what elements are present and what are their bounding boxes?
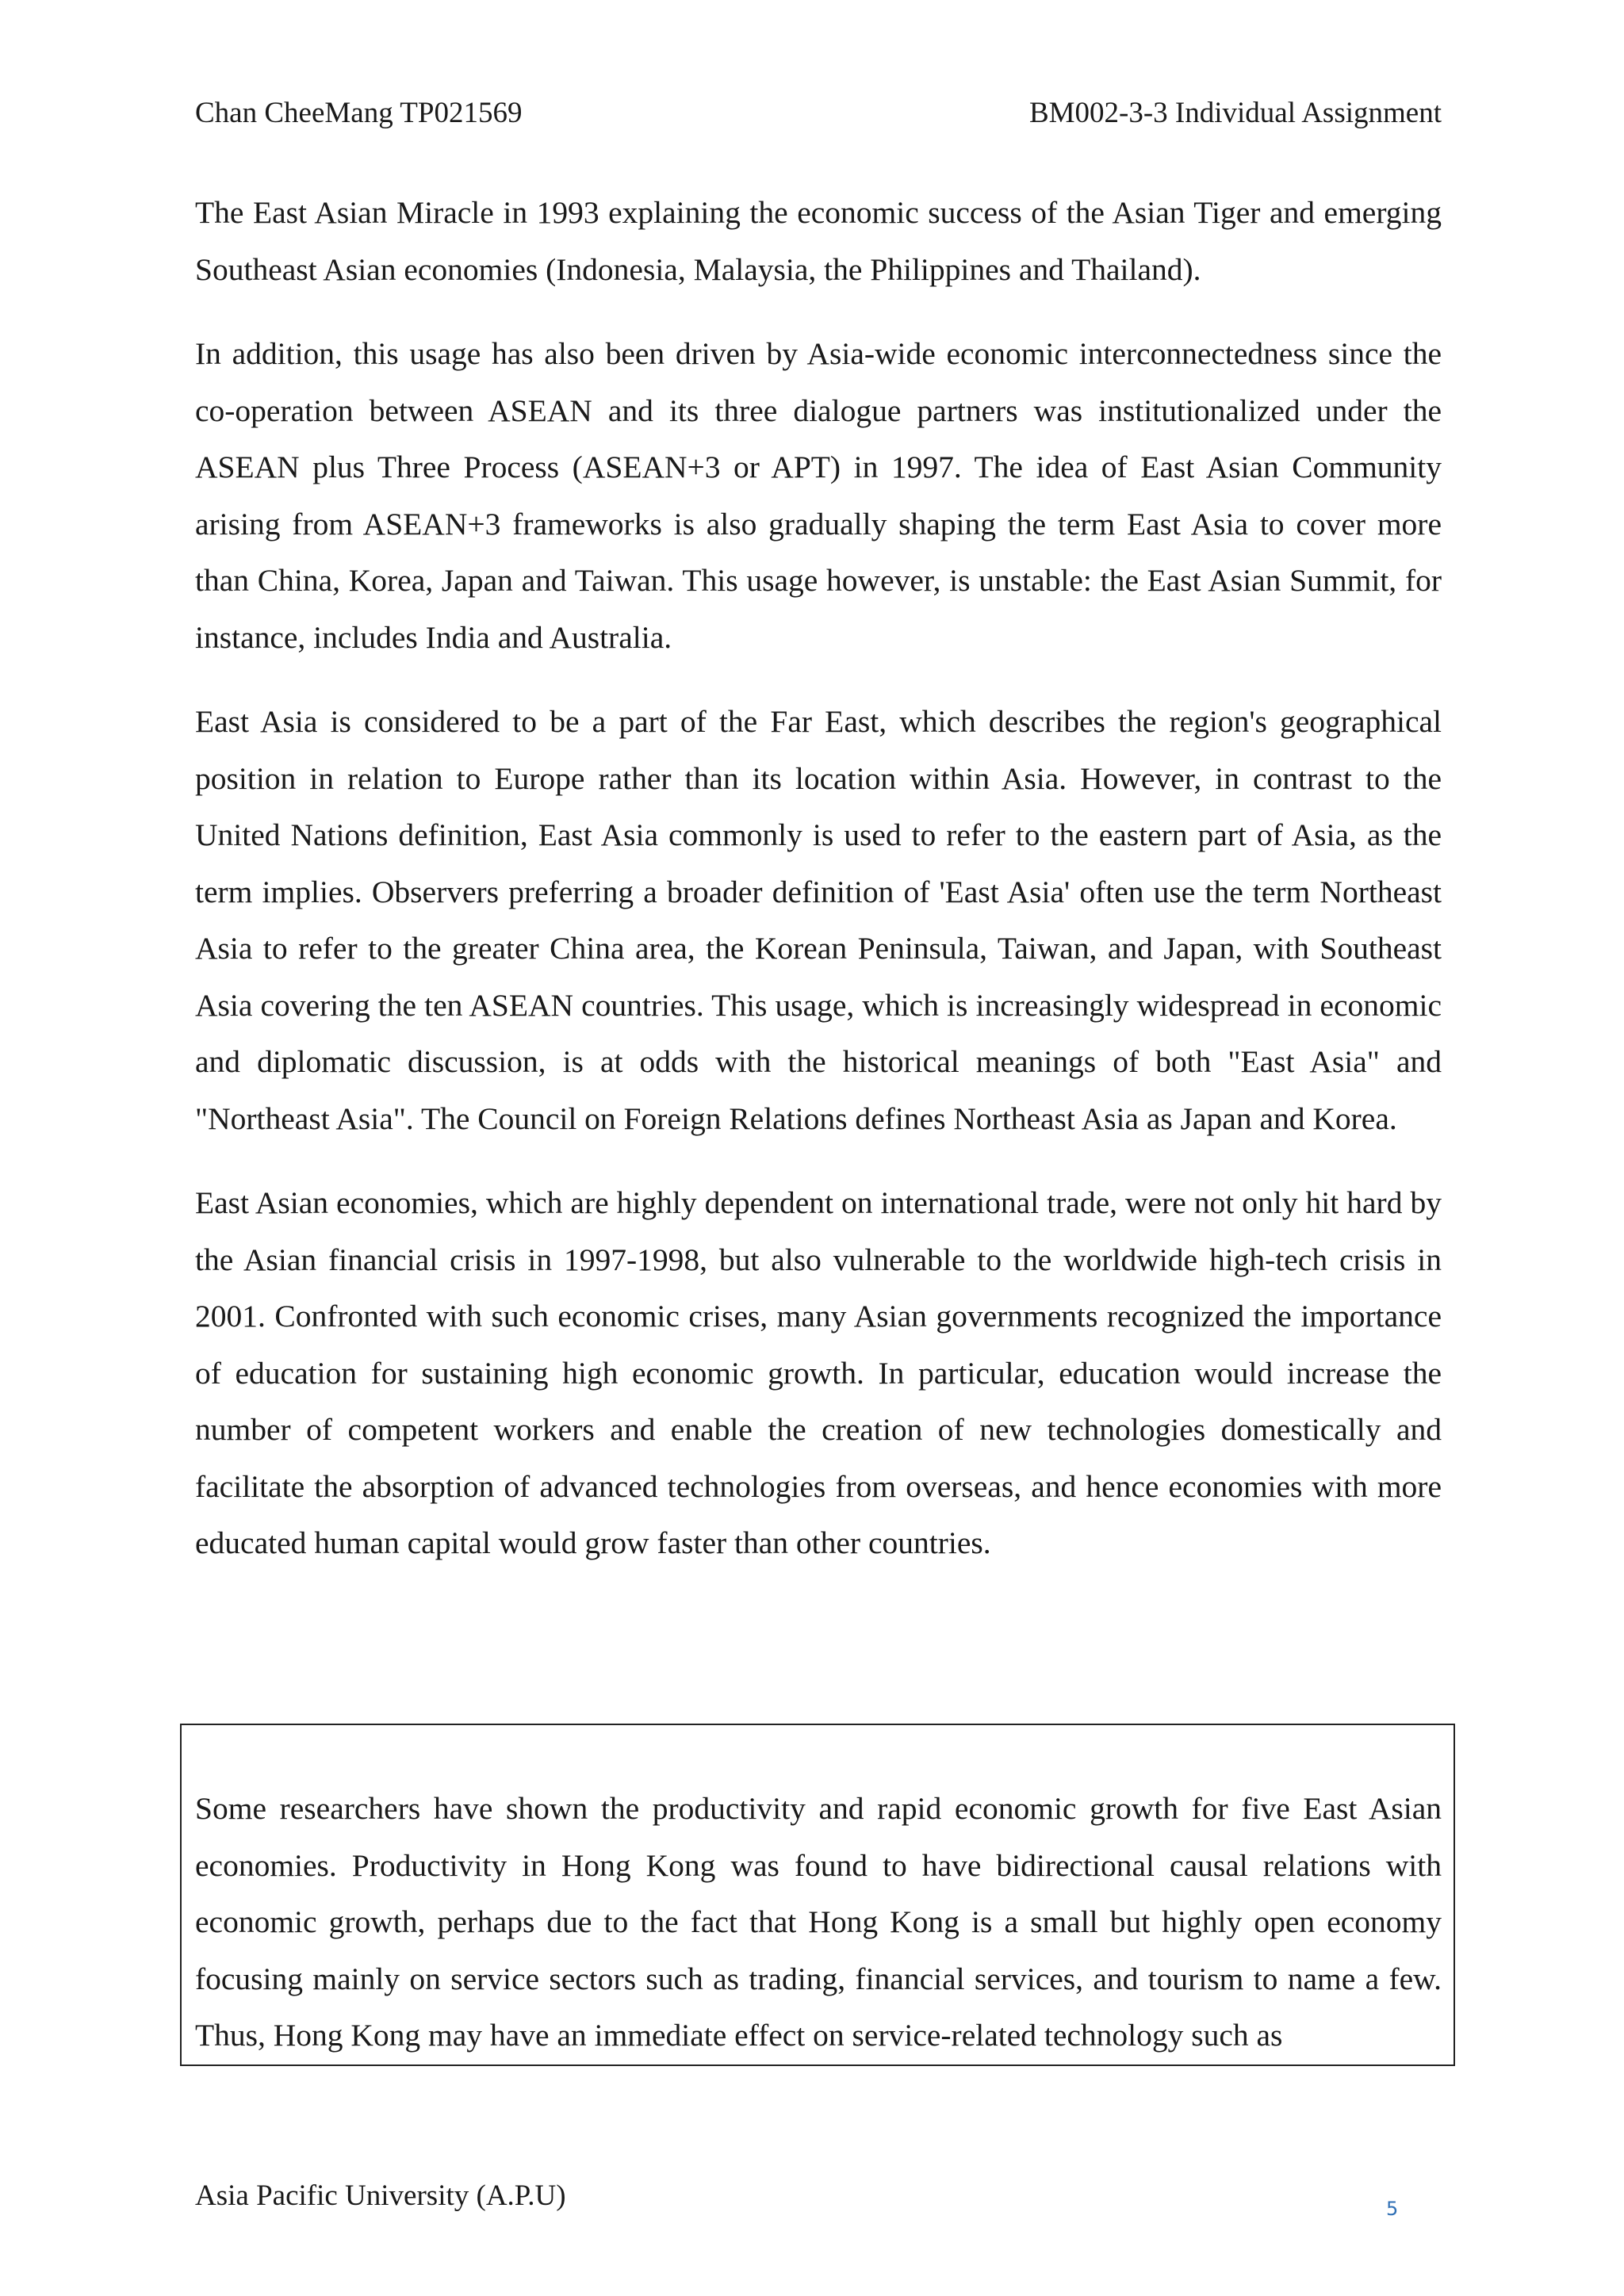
paragraph-1: The East Asian Miracle in 1993 explaining the economic success of the Asian Tiger and emerging Southeast Asian economies (Indonesia, Malaysia, the Philippines and Thailand). xyxy=(195,195,1442,287)
paragraph-4: East Asian economies, which are highly dependent on international trade, were not only hit hard by the Asian financial crisis in 1997-1998, but also vulnerable to the worldwide high-tech crisis in 2001. Confronted with such economic crises, many Asian governments recognized the importance of education for sustaining high economic growth. In particular, education would increase the number of competent workers and enable the creation of new technologies domestically and facilitate the absorption of advanced technologies from overseas, and hence economies with more educated human capital would grow faster than other countries. xyxy=(195,1185,1442,1560)
boxed-text-frame xyxy=(180,1724,1455,2066)
page-number: 5 xyxy=(1386,2198,1399,2220)
header-course-title: BM002-3-3 Individual Assignment xyxy=(1028,97,1442,129)
header-author-id: Chan CheeMang TP021569 xyxy=(195,97,523,129)
body-text xyxy=(195,185,1442,1600)
footer-institution: Asia Pacific University (A.P.U) xyxy=(195,2179,566,2212)
paragraph-3: East Asia is considered to be a part of the Far East, which describes the region's geographical position in relation to Europe rather than its location within Asia. However, in contrast to the United Nations definition, East Asia commonly is used to refer to the eastern part of Asia, as the term implies. Observers preferring a broader definition of 'East Asia' often use the term Northeast Asia to refer to the greater China area, the Korean Peninsula, Taiwan, and Japan, with Southeast Asia covering the ten ASEAN countries. This usage, which is increasingly widespread in economic and diplomatic discussion, is at odds with the historical meanings of both "East Asia" and "Northeast Asia". The Council on Foreign Relations defines Northeast Asia as Japan and Korea. xyxy=(195,704,1442,1136)
page-header xyxy=(195,94,1442,133)
paragraph-2: In addition, this usage has also been driven by Asia-wide economic interconnectedness since the co-operation between ASEAN and its three dialogue partners was institutionalized under the ASEAN plus Three Process (ASEAN+3 or APT) in 1997. The idea of East Asian Community arising from ASEAN+3 frameworks is also gradually shaping the term East Asia to cover more than China, Korea, Japan and Taiwan. This usage however, is unstable: the East Asian Summit, for instance, includes India and Australia. xyxy=(195,336,1442,655)
boxed-paragraph: Some researchers have shown the productivity and rapid economic growth for five East Asian economies. Productivity in Hong Kong was found to have bidirectional causal relations with economic growth, perhaps due to the fact that Hong Kong is a small but highly open economy focusing mainly on service sectors such as trading, financial services, and tourism to name a few. Thus, Hong Kong may have an immediate effect on service-related technology such as xyxy=(195,1791,1442,2053)
